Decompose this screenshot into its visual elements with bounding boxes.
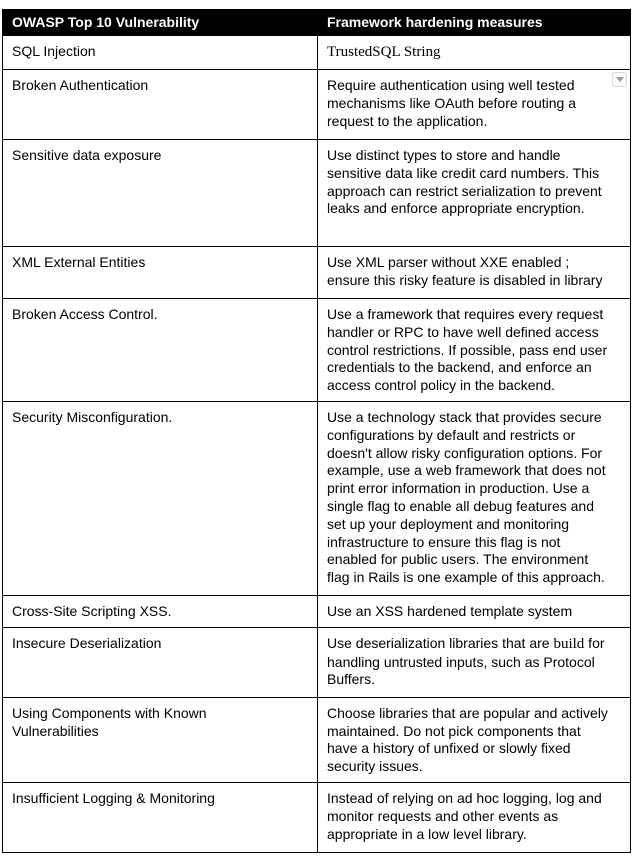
table-row xyxy=(3,627,631,697)
table-row xyxy=(3,782,631,852)
vulnerability-cell[interactable]: XML External Entities xyxy=(3,247,318,299)
table-header-row xyxy=(3,10,631,36)
vulnerability-cell[interactable]: Cross-Site Scripting XSS. xyxy=(3,596,318,628)
text-segment: Choose libraries that are popular and actively maintained. Do not pick components that have a history of unfixed or slowly fixed security issues. xyxy=(327,704,608,775)
table-row xyxy=(3,36,631,70)
measure-cell[interactable] xyxy=(318,596,631,628)
measure-cell[interactable] xyxy=(318,70,631,140)
table-row xyxy=(3,70,631,140)
dropdown-indicator-icon[interactable] xyxy=(612,72,627,87)
owasp-hardening-table xyxy=(2,9,631,853)
table-row xyxy=(3,140,631,247)
measure-cell[interactable] xyxy=(318,782,631,852)
table-row xyxy=(3,247,631,299)
table-body xyxy=(3,36,631,853)
text-segment: Use XML parser without XXE enabled ; ensure this risky feature is disabled in library xyxy=(327,254,603,288)
text-segment: Use deserialization libraries that are xyxy=(327,634,554,651)
column-header-measures: Framework hardening measures xyxy=(318,10,631,36)
column-header-vulnerability: OWASP Top 10 Vulnerability xyxy=(3,10,318,36)
table-row xyxy=(3,697,631,782)
vulnerability-cell[interactable]: Security Misconfiguration. xyxy=(3,402,318,596)
text-segment: Use distinct types to store and handle sensitive data like credit card numbers. This approach can restrict serialization to prevent leaks and enforce appropriate encryption. xyxy=(327,147,602,217)
measure-cell[interactable] xyxy=(318,247,631,299)
serif-text-segment: build xyxy=(553,635,585,652)
measure-cell[interactable] xyxy=(318,299,631,402)
table-row xyxy=(3,596,631,628)
measure-cell[interactable] xyxy=(318,36,631,70)
vulnerability-cell[interactable]: Sensitive data exposure xyxy=(3,140,318,247)
serif-text-segment: TrustedSQL String xyxy=(327,44,441,60)
chevron-down-icon xyxy=(616,77,624,82)
measure-cell[interactable] xyxy=(318,140,631,247)
text-segment: Use a technology stack that provides secure configurations by default and restricts or doesn't allow risky configuration options. For example, use a web framework that does not print error information in production. Use a single flag to enable all debug features and set up your deployment and monitoring infrastructure to ensure this flag is not enabled for public users. The environment flag in Rails is one example of this approach. xyxy=(327,409,606,586)
vulnerability-cell[interactable]: Insufficient Logging & Monitoring xyxy=(3,782,318,852)
vulnerability-cell[interactable]: SQL Injection xyxy=(3,36,318,70)
vulnerability-cell[interactable]: Broken Authentication xyxy=(3,70,318,140)
vulnerability-cell[interactable]: Using Components with Known Vulnerabilities xyxy=(3,697,318,782)
text-segment: for handling untrusted inputs, such as Protocol Buffers. xyxy=(327,634,605,688)
vulnerability-cell[interactable]: Insecure Deserialization xyxy=(3,627,318,697)
table-row xyxy=(3,402,631,596)
text-segment: Use an XSS hardened template system xyxy=(327,603,573,619)
measure-cell[interactable] xyxy=(318,402,631,596)
text-segment: Require authentication using well tested mechanisms like OAuth before routing a request to the application. xyxy=(327,77,577,129)
vulnerability-cell[interactable]: Broken Access Control. xyxy=(3,299,318,402)
measure-cell[interactable] xyxy=(318,627,631,697)
text-segment: Use a framework that requires every request handler or RPC to have well defined access control restrictions. If possible, pass end user credentials to the backend, and enforce an access control policy in the backend. xyxy=(327,306,608,394)
table-row xyxy=(3,299,631,402)
text-segment: Instead of relying on ad hoc logging, log and monitor requests and other events as appropriate in a low level library. xyxy=(327,789,602,842)
measure-cell[interactable] xyxy=(318,697,631,782)
